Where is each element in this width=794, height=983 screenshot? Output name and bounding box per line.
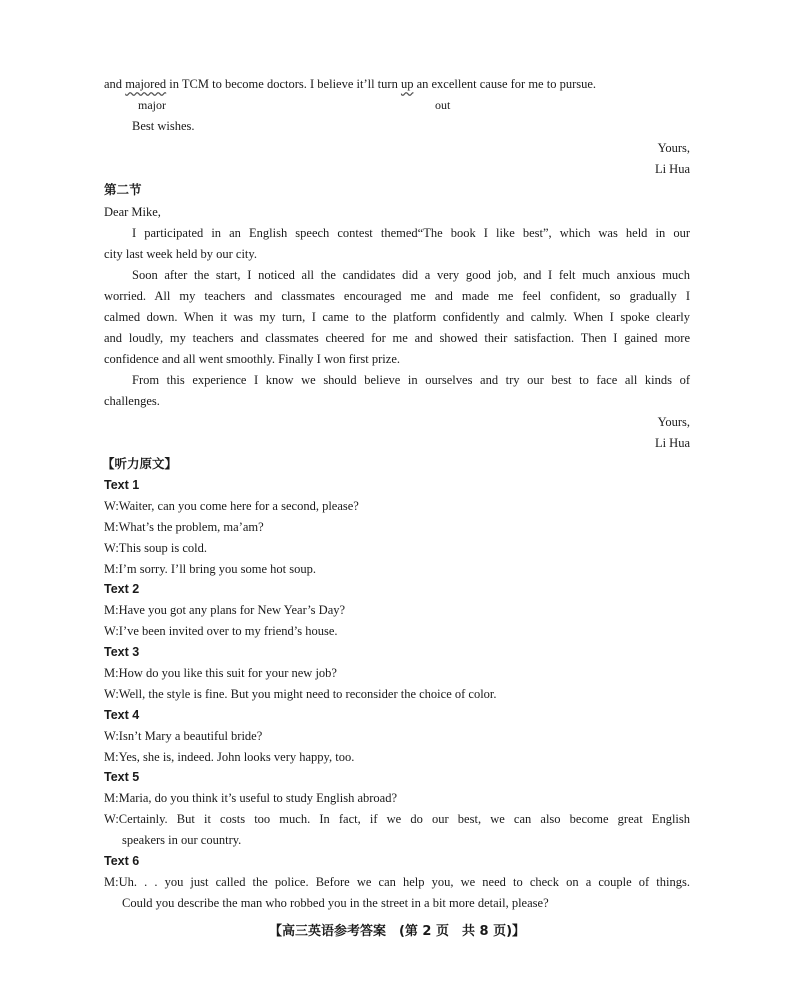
correction-out: out: [435, 98, 451, 112]
signature: Li Hua: [654, 162, 690, 176]
text-title: Text 6: [104, 854, 140, 868]
text-run: and: [104, 77, 126, 91]
paragraph-line: calmed down. When it was my turn, I came to the platform confidently and calmly. When I spoke clearly: [104, 310, 690, 324]
dialogue-line: W:Isn’t Mary a beautiful bride?: [104, 729, 263, 743]
closing: Best wishes.: [132, 119, 195, 133]
page-footer: 【高三英语参考答案 (第 2 页 共 8 页)】: [268, 924, 526, 939]
paragraph-line: and loudly, my teachers and classmates cheered for me and showed their satisfaction. Then I gained more: [104, 331, 690, 345]
dialogue-line: M:Have you got any plans for New Year’s Day?: [104, 603, 346, 617]
paragraph-line: Soon after the start, I noticed all the candidates did a very good job, and I felt much anxious much: [132, 268, 690, 282]
text-title: Text 1: [104, 478, 140, 492]
dialogue-line: M:What’s the problem, ma’am?: [104, 520, 264, 534]
text-title: Text 4: [104, 708, 140, 722]
sign-off: Yours,: [657, 141, 690, 155]
dialogue-line: W:Well, the style is fine. But you might need to reconsider the choice of color.: [104, 687, 497, 701]
dialogue-line: W:This soup is cold.: [104, 541, 208, 555]
text-run: in TCM to become doctors. I believe it’ll turn: [166, 77, 401, 91]
dialogue-line: M:How do you like this suit for your new job?: [104, 666, 337, 680]
dialogue-line: M:I’m sorry. I’ll bring you some hot soup.: [104, 562, 317, 576]
paragraph-line: worried. All my teachers and classmates encouraged me and made me feel confident, so gradually I: [104, 289, 690, 303]
text-title: Text 2: [104, 582, 140, 596]
paragraph-line: city last week held by our city.: [104, 247, 257, 261]
greeting: Dear Mike,: [104, 205, 161, 219]
dialogue-line: M:Maria, do you think it’s useful to study English abroad?: [104, 791, 398, 805]
paragraph-line: I participated in an English speech contest themed“The book I like best”, which was held in our: [132, 226, 690, 240]
text-title: Text 3: [104, 645, 140, 659]
dialogue-line: M:Yes, she is, indeed. John looks very happy, too.: [104, 750, 355, 764]
dialogue-line: speakers in our country.: [122, 833, 242, 847]
correction-major: major: [138, 98, 166, 112]
section-heading: 第二节: [104, 183, 142, 197]
letter1-line: [104, 76, 690, 92]
dialogue-line: W:Waiter, can you come here for a second, please?: [104, 499, 359, 513]
dialogue-line: W:I’ve been invited over to my friend’s house.: [104, 624, 338, 638]
sign-off: Yours,: [657, 415, 690, 429]
signature: Li Hua: [654, 436, 690, 450]
error-word-up: up: [400, 77, 414, 91]
paragraph-line: From this experience I know we should believe in ourselves and try our best to face all kinds of: [132, 373, 690, 387]
text-title: Text 5: [104, 770, 140, 784]
dialogue-line: M:Uh. . . you just called the police. Before we can help you, we need to check on a couple of things.: [104, 875, 690, 889]
text-run: an excellent cause for me to pursue.: [413, 77, 597, 91]
error-word-majored: majored: [125, 77, 167, 91]
dialogue-line: W:Certainly. But it costs too much. In fact, if we do our best, we can also become great English: [104, 812, 690, 826]
paragraph-line: challenges.: [104, 394, 160, 408]
dialogue-line: Could you describe the man who robbed you in the street in a bit more detail, please?: [122, 896, 549, 910]
listening-heading: 【听力原文】: [102, 457, 178, 471]
paragraph-line: confidence and all went smoothly. Finally I won first prize.: [104, 352, 400, 366]
